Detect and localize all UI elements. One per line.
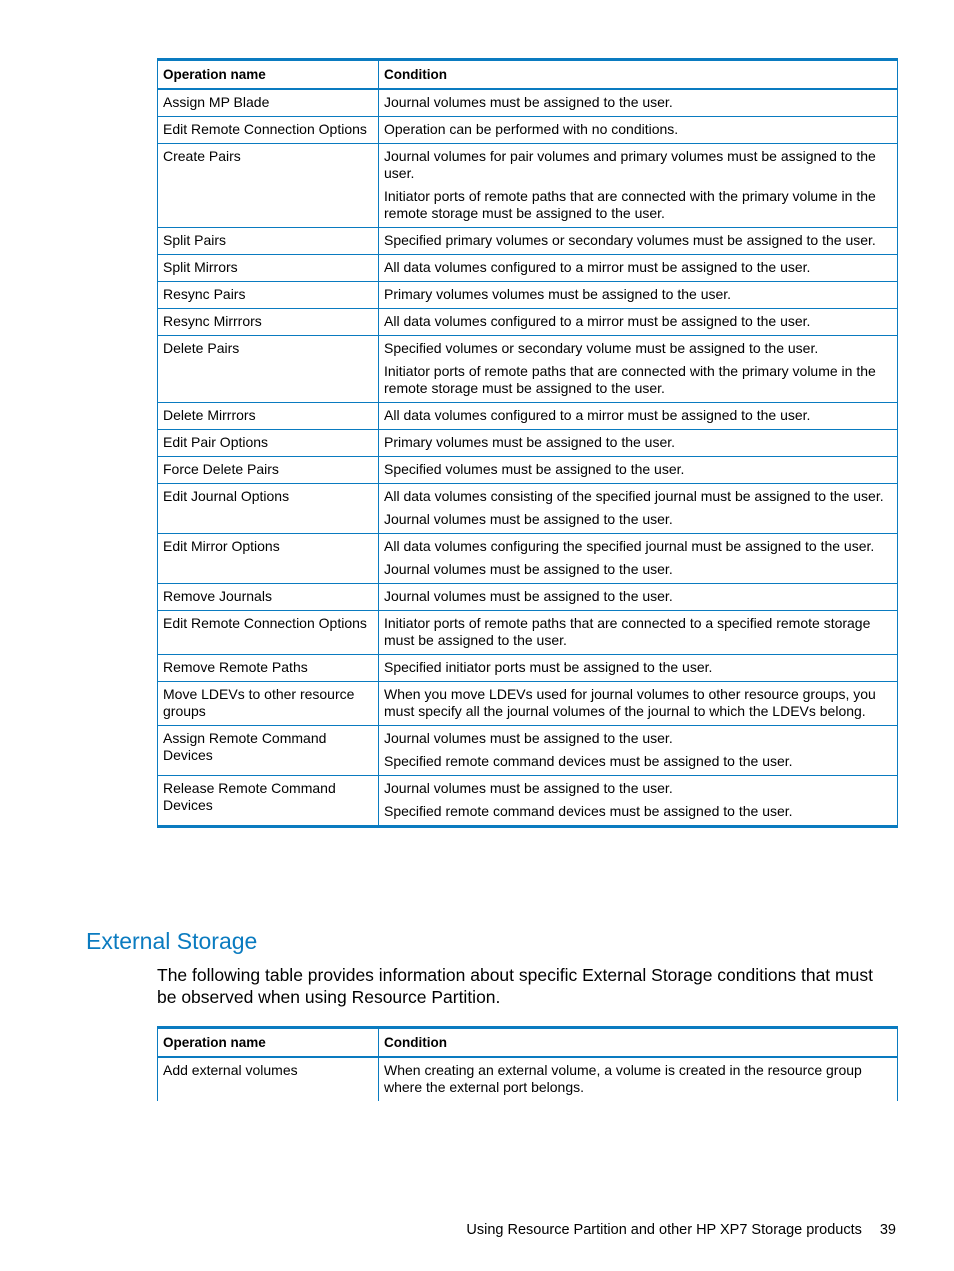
table-row xyxy=(158,228,898,255)
column-header-operation: Operation name xyxy=(158,1028,379,1058)
condition-text: Initiator ports of remote paths that are connected with the primary volume in the remote storage must be assigned to the user. xyxy=(384,363,876,396)
column-header-condition: Condition xyxy=(379,1028,898,1058)
table-row xyxy=(158,611,898,655)
operation-name-cell: Split Pairs xyxy=(158,228,379,255)
operation-name-cell: Edit Mirror Options xyxy=(158,534,379,584)
operation-name-cell: Move LDEVs to other resource groups xyxy=(158,682,379,726)
table-row xyxy=(158,457,898,484)
condition-text: Journal volumes must be assigned to the user. xyxy=(384,94,673,110)
table-header-row xyxy=(158,1028,898,1058)
condition-text: Journal volumes must be assigned to the user. xyxy=(384,511,673,527)
table-row xyxy=(158,309,898,336)
table-row xyxy=(158,655,898,682)
condition-cell xyxy=(379,89,898,117)
condition-cell xyxy=(379,534,898,584)
table-row xyxy=(158,255,898,282)
table-row xyxy=(158,403,898,430)
table-header-row xyxy=(158,60,898,90)
condition-cell xyxy=(379,457,898,484)
condition-text: Initiator ports of remote paths that are connected to a specified remote storage must be assigned to the user. xyxy=(384,615,871,648)
condition-text: Specified primary volumes or secondary volumes must be assigned to the user. xyxy=(384,232,876,248)
table-row xyxy=(158,144,898,228)
operation-name-cell: Assign MP Blade xyxy=(158,89,379,117)
operation-name-cell: Edit Remote Connection Options xyxy=(158,611,379,655)
condition-text: All data volumes configured to a mirror must be assigned to the user. xyxy=(384,259,811,275)
condition-text: Primary volumes must be assigned to the user. xyxy=(384,434,676,450)
condition-cell xyxy=(379,228,898,255)
condition-text: Operation can be performed with no conditions. xyxy=(384,121,679,137)
operation-name-cell: Split Mirrors xyxy=(158,255,379,282)
table-row xyxy=(158,682,898,726)
table-row xyxy=(158,584,898,611)
section-intro-paragraph: The following table provides information about specific External Storage conditions that must be observed when using Resource Partition. xyxy=(157,965,873,1007)
external-storage-table-body xyxy=(158,1057,898,1101)
table-row xyxy=(158,776,898,827)
footer-title: Using Resource Partition and other HP XP7 Storage products xyxy=(466,1222,862,1238)
condition-text: Specified initiator ports must be assigned to the user. xyxy=(384,659,713,675)
operation-name-cell: Create Pairs xyxy=(158,144,379,228)
table-row xyxy=(158,1057,898,1101)
condition-cell xyxy=(379,611,898,655)
condition-text: All data volumes configured to a mirror must be assigned to the user. xyxy=(384,313,811,329)
condition-cell xyxy=(379,282,898,309)
condition-text: Specified remote command devices must be assigned to the user. xyxy=(384,753,793,769)
condition-cell xyxy=(379,403,898,430)
operation-name-cell: Delete Pairs xyxy=(158,336,379,403)
table-row xyxy=(158,117,898,144)
column-header-condition: Condition xyxy=(379,60,898,90)
page-footer xyxy=(466,1222,896,1238)
operation-name-cell: Edit Journal Options xyxy=(158,484,379,534)
condition-text: Initiator ports of remote paths that are connected with the primary volume in the remote storage must be assigned to the user. xyxy=(384,188,876,221)
operation-name-cell: Add external volumes xyxy=(158,1057,379,1101)
table-row xyxy=(158,534,898,584)
condition-text: Specified volumes or secondary volume must be assigned to the user. xyxy=(384,340,819,356)
condition-cell xyxy=(379,144,898,228)
condition-text: All data volumes consisting of the specified journal must be assigned to the user. xyxy=(384,488,884,504)
operation-name-cell: Resync Mirrrors xyxy=(158,309,379,336)
condition-text: Specified remote command devices must be assigned to the user. xyxy=(384,803,793,819)
table-row xyxy=(158,336,898,403)
condition-text: Journal volumes must be assigned to the user. xyxy=(384,730,673,746)
condition-text: Journal volumes must be assigned to the user. xyxy=(384,561,673,577)
condition-cell xyxy=(379,1057,898,1101)
external-storage-table xyxy=(157,1026,898,1101)
condition-cell xyxy=(379,336,898,403)
operation-name-cell: Edit Pair Options xyxy=(158,430,379,457)
table-row xyxy=(158,484,898,534)
condition-text: When you move LDEVs used for journal volumes to other resource groups, you must specify all the journal volumes of the journal to which the LDEVs belong. xyxy=(384,686,876,719)
operation-name-cell: Force Delete Pairs xyxy=(158,457,379,484)
column-header-operation: Operation name xyxy=(158,60,379,90)
condition-cell xyxy=(379,655,898,682)
table-row xyxy=(158,282,898,309)
operation-name-cell: Remove Remote Paths xyxy=(158,655,379,682)
table-row xyxy=(158,430,898,457)
condition-cell xyxy=(379,255,898,282)
condition-text: Specified volumes must be assigned to the user. xyxy=(384,461,685,477)
operations-table xyxy=(157,58,898,828)
condition-cell xyxy=(379,484,898,534)
operation-name-cell: Delete Mirrrors xyxy=(158,403,379,430)
condition-cell xyxy=(379,309,898,336)
operation-name-cell: Remove Journals xyxy=(158,584,379,611)
condition-text: All data volumes configured to a mirror must be assigned to the user. xyxy=(384,407,811,423)
condition-text: Primary volumes volumes must be assigned to the user. xyxy=(384,286,732,302)
condition-text: When creating an external volume, a volume is created in the resource group where the external port belongs. xyxy=(384,1062,862,1095)
condition-cell xyxy=(379,430,898,457)
page-number: 39 xyxy=(879,1222,896,1238)
operation-name-cell: Resync Pairs xyxy=(158,282,379,309)
condition-cell xyxy=(379,776,898,827)
table-row xyxy=(158,726,898,776)
condition-cell xyxy=(379,726,898,776)
table-row xyxy=(158,89,898,117)
operation-name-cell: Edit Remote Connection Options xyxy=(158,117,379,144)
condition-cell xyxy=(379,682,898,726)
condition-text: Journal volumes must be assigned to the user. xyxy=(384,780,673,796)
condition-cell xyxy=(379,117,898,144)
condition-text: Journal volumes must be assigned to the user. xyxy=(384,588,673,604)
operation-name-cell: Release Remote Command Devices xyxy=(158,776,379,827)
operations-table-body xyxy=(158,89,898,827)
condition-text: All data volumes configuring the specified journal must be assigned to the user. xyxy=(384,538,875,554)
condition-text: Journal volumes for pair volumes and primary volumes must be assigned to the user. xyxy=(384,148,876,181)
condition-cell xyxy=(379,584,898,611)
section-heading-external-storage: External Storage xyxy=(86,928,258,954)
operation-name-cell: Assign Remote Command Devices xyxy=(158,726,379,776)
